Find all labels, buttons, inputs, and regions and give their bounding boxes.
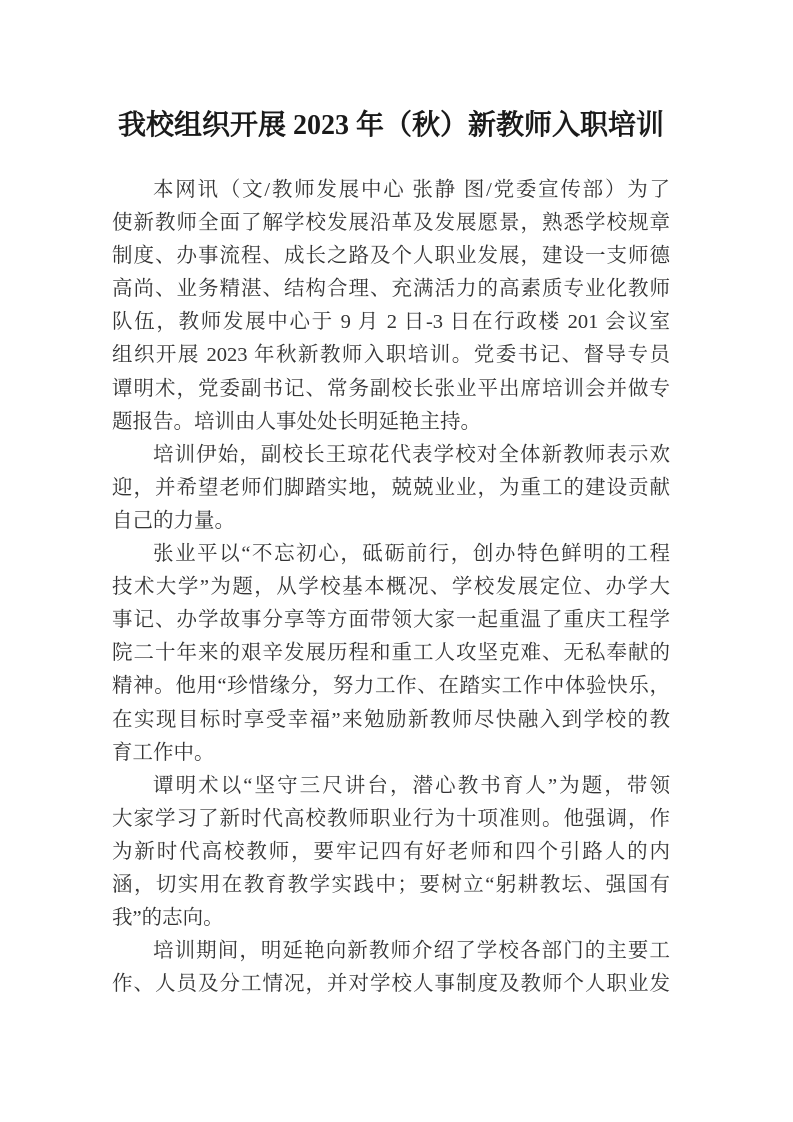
text-line: 队伍，教师发展中心于 9 月 2 日-3 日在行政楼 201 会议室 <box>112 311 670 334</box>
text-line: 制度、办事流程、成长之路及个人职业发展，建设一支师德 <box>112 245 670 268</box>
text-line: 在实现目标时享受幸福”来勉励新教师尽快融入到学校的教 <box>112 708 670 731</box>
text-line: 为新时代高校教师，要牢记四有好老师和四个引路人的内 <box>112 840 670 863</box>
text-line: 高尚、业务精湛、结构合理、充满活力的高素质专业化教师 <box>112 278 670 301</box>
text-line: 技术大学”为题，从学校基本概况、学校发展定位、办学大 <box>112 576 670 599</box>
text-line: 涵，切实用在教育教学实践中；要树立“躬耕教坛、强国有 <box>112 873 670 896</box>
text-line: 作、人员及分工情况，并对学校人事制度及教师个人职业发 <box>112 973 670 996</box>
text-line: 我”的志向。 <box>112 907 224 930</box>
paragraph <box>112 174 670 439</box>
document-title: 我校组织开展 2023 年（秋）新教师入职培训 <box>117 110 664 141</box>
text-line: 事记、办学故事分享等方面带领大家一起重温了重庆工程学 <box>112 609 670 632</box>
text-line: 精神。他用“珍惜缘分，努力工作、在踏实工作中体验快乐， <box>112 675 670 698</box>
paragraph <box>112 538 670 770</box>
text-line: 使新教师全面了解学校发展沿革及发展愿景，熟悉学校规章 <box>112 212 670 235</box>
text-line: 谭明术以“坚守三尺讲台，潜心教书育人”为题，带领 <box>153 774 670 797</box>
paragraph <box>112 770 670 935</box>
paragraph <box>112 935 670 1001</box>
text-line: 迎，并希望老师们脚踏实地，兢兢业业，为重工的建设贡献 <box>112 476 670 499</box>
paragraph <box>112 439 670 538</box>
text-line: 谭明术，党委副书记、常务副校长张业平出席培训会并做专 <box>112 377 670 400</box>
text-line: 组织开展 2023 年秋新教师入职培训。党委书记、督导专员 <box>112 344 670 367</box>
text-line: 张业平以“不忘初心，砥砺前行，创办特色鲜明的工程 <box>153 543 670 566</box>
text-line: 大家学习了新时代高校教师职业行为十项准则。他强调，作 <box>112 807 670 830</box>
text-line: 自己的力量。 <box>112 509 235 532</box>
text-line: 题报告。培训由人事处处长明延艳主持。 <box>112 410 481 433</box>
text-line: 院二十年来的艰辛发展历程和重工人攻坚克难、无私奉献的 <box>112 642 670 665</box>
text-line: 培训伊始，副校长王琼花代表学校对全体新教师表示欢 <box>153 443 670 466</box>
text-line: 培训期间，明延艳向新教师介绍了学校各部门的主要工 <box>153 940 670 963</box>
text-line: 育工作中。 <box>112 741 215 764</box>
text-line: 本网讯（文/教师发展中心 张静 图/党委宣传部）为了 <box>153 179 670 201</box>
article-body <box>112 174 670 1001</box>
